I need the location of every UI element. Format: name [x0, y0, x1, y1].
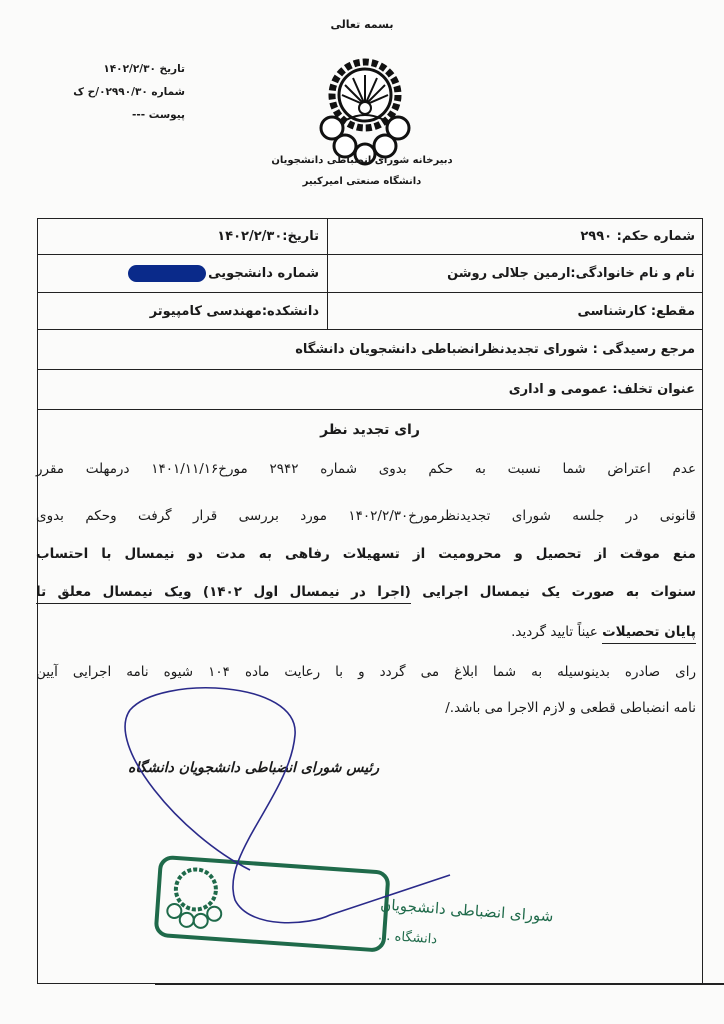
review-authority: مرجع رسیدگی : شورای تجدیدنظرانضباطی دانشجویان دانشگاه	[295, 342, 695, 357]
table-row	[37, 370, 703, 410]
student-name: نام و نام خانوادگی:ارمین جلالی روشن	[327, 255, 703, 292]
letter-number: شماره ۰۲۹۹۰/۳۰/ح ک	[73, 86, 185, 98]
verdict-number: شماره حکم: ۲۹۹۰	[327, 218, 703, 254]
verdict-line: عدم اعتراض شما نسبت به حکم بدوی شماره ۲۹۴۲ مورخ۱۴۰۱/۱۱/۱۶ درمهلت مقرر	[36, 461, 697, 477]
stamp-text-line1: شورای انضباطی دانشجویان	[379, 895, 555, 926]
table-row	[37, 255, 703, 293]
table-row	[37, 293, 703, 330]
verdict-line: قانونی در جلسه شورای تجدیدنظرمورخ۱۴۰۲/۲/۳۰ مورد بررسی قرار گرفت وحکم بدوی	[36, 508, 697, 524]
student-number-label: شماره دانشجویی	[208, 266, 319, 281]
letter-attachment: پیوست ---	[132, 109, 185, 121]
verdict-line-underlined: پایان تحصیلات	[602, 624, 696, 644]
bismillah-heading: بسمه تعالی	[330, 18, 394, 31]
office-name: دبیرخانه شورای انضباطی دانشجویان	[271, 155, 453, 166]
signatory-title: رئیس شورای انضباطی دانشجویان دانشگاه	[128, 760, 380, 776]
verdict-line: رای صادره بدینوسیله به شما ابلاغ می گردد و با رعایت ماده ۱۰۴ شیوه نامه اجرایی آیین	[36, 664, 696, 680]
verdict-line	[36, 624, 696, 640]
footer-rule	[155, 983, 724, 985]
university-name: دانشگاه صنعتی امیرکبیر	[302, 176, 422, 187]
faculty: دانشکده:مهندسی کامپیوتر	[149, 303, 319, 319]
handwritten-signature	[100, 685, 470, 935]
verdict-line-part: عیناً تایید گردید.	[511, 624, 603, 640]
verdict-line: نامه انضباطی قطعی و لازم الاجرا می باشد./	[445, 700, 696, 716]
verdict-line: منع موقت از تحصیل و محرومیت از تسهیلات رفاهی به مدت دو نیمسال با احتساب	[36, 546, 696, 562]
redaction-mark	[128, 265, 206, 282]
issuing-office	[0, 150, 724, 192]
letter-date: تاریخ ۱۴۰۲/۲/۳۰	[103, 63, 185, 75]
verdict-date: تاریخ:۱۴۰۲/۲/۳۰	[217, 228, 319, 244]
offense-title: عنوان تخلف: عمومی و اداری	[508, 382, 695, 397]
student-number	[37, 255, 327, 292]
verdict-title: رای تجدید نظر	[320, 422, 420, 438]
verdict-line	[36, 584, 696, 600]
verdict-line-part: سنوات به صورت یک نیمسال اجرایی	[422, 584, 697, 600]
verdict-line-underlined: (اجرا در نیمسال اول ۱۴۰۲) ویک نیمسال معلق تا	[36, 584, 411, 604]
table-row	[37, 330, 703, 370]
university-logo-icon	[318, 50, 413, 165]
stamp-text-line2: دانشگاه ...	[377, 928, 438, 948]
table-row	[37, 218, 703, 255]
degree: مقطع: کارشناسی	[327, 293, 703, 329]
letter-meta	[70, 58, 185, 127]
